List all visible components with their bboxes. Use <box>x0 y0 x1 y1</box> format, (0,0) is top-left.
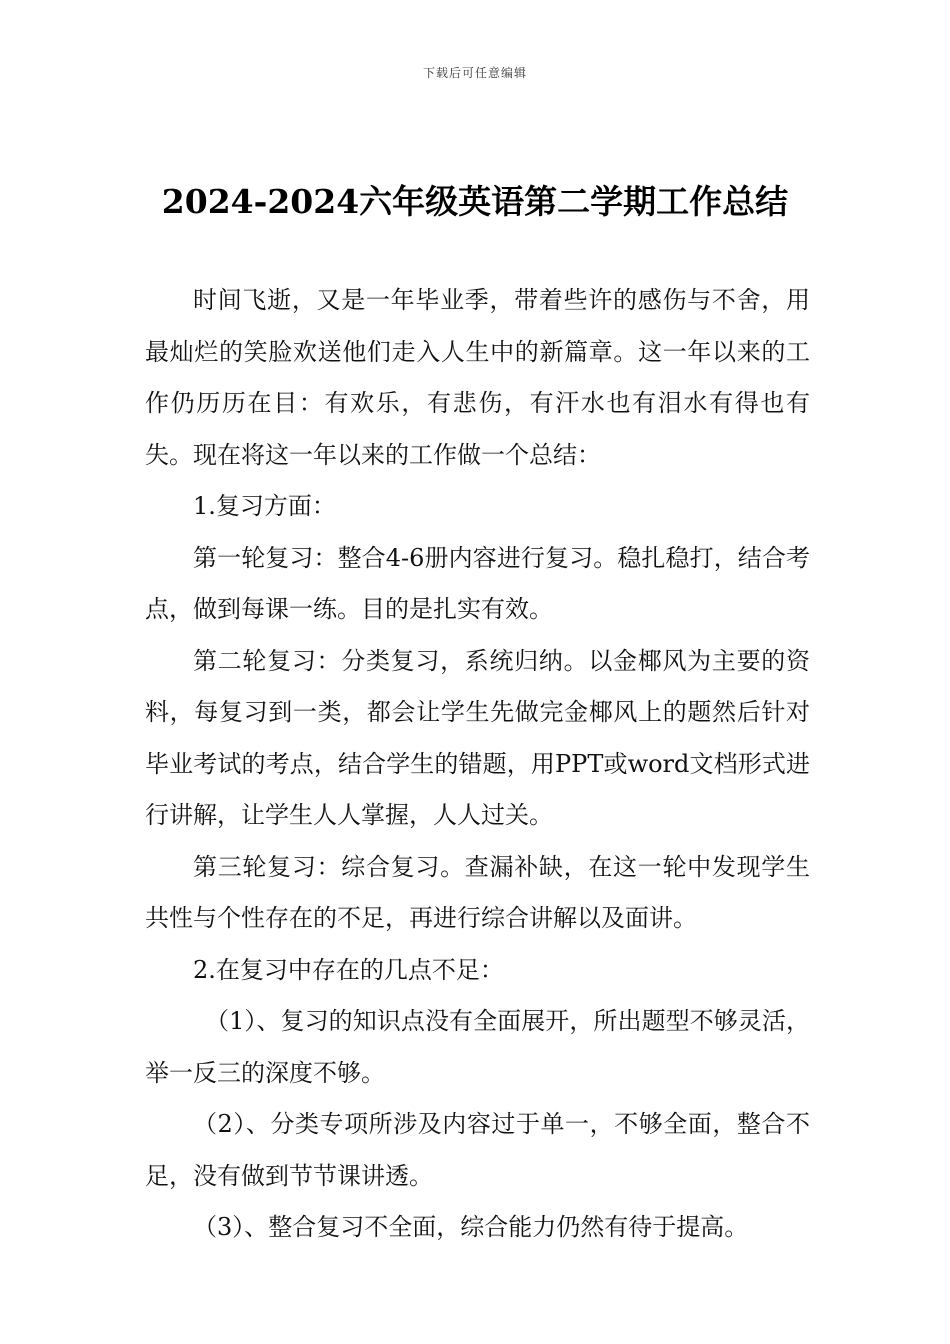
review-round-2-paragraph: 第二轮复习：分类复习，系统归纳。以金椰风为主要的资料，每复习到一类，都会让学生先做完金椰风上的题然后针对毕业考试的考点，结合学生的错题，用PPT或word文档形式进行讲解，让学生人人掌握，人人过关。 <box>145 646 810 829</box>
shortcoming-2-paragraph: （2）、分类专项所涉及内容过于单一，不够全面，整合不足，没有做到节节课讲透。 <box>145 1110 810 1190</box>
section-heading-review: 1.复习方面： <box>193 492 336 520</box>
document-body <box>145 275 810 1254</box>
section-heading-shortcomings: 2.在复习中存在的几点不足： <box>193 955 504 984</box>
shortcoming-1-paragraph: （1）、复习的知识点没有全面展开，所出题型不够灵活， 举一反三的深度不够。 <box>145 1007 810 1087</box>
review-round-1-paragraph: 第一轮复习：整合4-6册内容进行复习。稳扎稳打，结合考点，做到每课一练。目的是扎实有效。 <box>145 543 810 623</box>
review-round-3-paragraph: 第三轮复习：综合复习。查漏补缺，在这一轮中发现学生共性与个性存在的不足，再进行综合讲解以及面讲。 <box>145 852 810 932</box>
page-header-note: 下载后可任意编辑 <box>422 66 527 80</box>
document-title: 2024-2024六年级英语第二学期工作总结 <box>161 182 789 221</box>
intro-paragraph: 时间飞逝，又是一年毕业季，带着些许的感伤与不舍，用最灿烂的笑脸欢送他们走入人生中的新篇章。这一年以来的工作仍历历在目：有欢乐，有悲伤，有汗水也有泪水有得也有失。现在将这一年以来的工作做一个总结： <box>145 286 810 469</box>
shortcoming-3-paragraph: （3）、整合复习不全面，综合能力仍然有待于提高。 <box>193 1213 749 1241</box>
